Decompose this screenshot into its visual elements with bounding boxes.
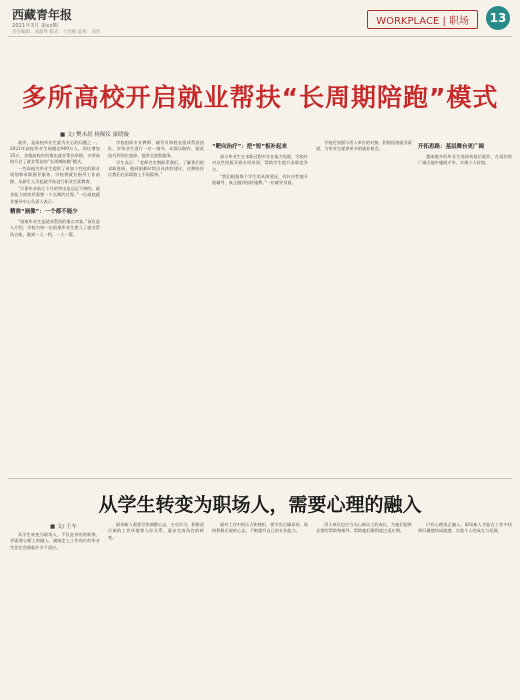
paragraph: “只靠毕业前几个月的突击是远远不够的，就业能力的培养需要一个长期的过程。”一位高校就业指导中心负责人表示。 xyxy=(10,186,100,204)
subheading: 开拓思路：基层舞台更广阔 xyxy=(418,144,485,150)
editor-credit-line: 责任编辑：刘淑英 版式：王怡梅 监校：刘伟 xyxy=(12,30,101,35)
paragraph: 学校组织专业教师、辅导员和校友组成帮扶团队，对毕业生进行一对一指导，从简历制作、面试技巧到岗位选择，提供全流程服务。 xyxy=(108,140,204,158)
article2-column-4 xyxy=(316,522,412,692)
paragraph: 用人单位也应当关心新员工的成长，为他们提供必要的帮助和指导，帮助他们顺利度过适应期。 xyxy=(316,522,412,534)
article1-column-4 xyxy=(316,140,412,470)
masthead-divider xyxy=(8,36,512,37)
article2-byline: ■ 文/ 王车 xyxy=(50,524,78,530)
paragraph: 职场新人需要尽快调整心态，主动学习，积极适应新的工作环境和人际关系，逐步完成角色的转变。 xyxy=(108,522,204,540)
subheading: 精准“画像”：一个都不能少 xyxy=(10,208,78,215)
paragraph: “我们根据每个学生的具体情况，有针对性地开展辅导，真正做到因材施教。”一位辅导员说。 xyxy=(212,173,308,186)
paragraph: 一些高校为毕业生提供了更加个性化的职业规划和求职指导服务，学校将就业指导工作前移，从新生入学起就开始进行职业生涯教育。 xyxy=(10,166,100,184)
paper-name: 西藏青年报 xyxy=(12,8,73,22)
article2-column-2 xyxy=(108,522,204,692)
article2-column-3 xyxy=(212,522,308,692)
paragraph: 从学生转变为职场人，不仅是身份的转换，更需要心理上的融入。刚刚走上工作岗位的毕业生往往会面临许多不适应。 xyxy=(10,532,100,550)
paragraph: 学校还加强与用人单位的对接，积极拓展就业渠道，为毕业生提供更多的就业机会。 xyxy=(316,140,412,152)
masthead-bar xyxy=(8,4,512,34)
article-divider xyxy=(8,478,512,479)
paragraph: “困难毕业生是就业帮扶的重点对象。”该负责人介绍，学校为每一位困难毕业生建立了就业帮扶台账，做到一人一档、一人一策。 xyxy=(10,218,100,237)
article2-headline: 从学生转变为职场人，需要心理的融入 xyxy=(98,494,422,516)
issue-line: 2021年3月 第xx期 xyxy=(12,23,58,29)
article2-column-1 xyxy=(10,532,100,692)
article2-column-5 xyxy=(418,522,512,692)
paragraph: 学生表示：“老师会定期联系我们，了解我们的求职进展，遇到困难时给出具体的建议，这种陪伴让我们在求职路上不再孤单。” xyxy=(108,159,204,178)
page-number-badge: 13 xyxy=(486,6,510,30)
section-tag: WORKPLACE | 职场 xyxy=(367,10,478,29)
paragraph: 只有心理真正融入，职场新人才能在工作中找到归属感和成就感，实现个人的成长与发展。 xyxy=(418,522,512,534)
paragraph: 就业，是高校毕业生最为关心的问题之一。2021年高校毕业生规模达909万人，同比增加35万，各地高校纷纷推出就业帮扶举措，多所高校开启了就业帮扶的“长周期陪跑”模式。 xyxy=(10,140,100,164)
article1-column-3 xyxy=(212,140,308,470)
article1-column-1 xyxy=(10,140,100,470)
article1-column-5 xyxy=(418,140,512,470)
article1-column-2 xyxy=(108,140,204,470)
article1-byline: ■ 文/ 樊未晨 杨佩仪 康晓璇 xyxy=(60,132,130,138)
paragraph: 越来越多的毕业生选择到基层就业，在基层的广阔天地中施展才华，实现个人价值。 xyxy=(418,154,512,166)
paragraph: 面对工作中的压力和挫折，要学会正确看待，保持积极乐观的心态，不断提升自己的专业能力。 xyxy=(212,522,308,534)
article1-headline: 多所高校开启就业帮扶“长周期陪跑”模式 xyxy=(21,83,499,112)
paragraph: 部分毕业生在求职过程中存在能力短板，学校针对这些短板开展专项培训，帮助学生提升求职竞争力。 xyxy=(212,154,308,172)
subheading: “靶向治疗”：把“短”板补起来 xyxy=(212,144,287,150)
